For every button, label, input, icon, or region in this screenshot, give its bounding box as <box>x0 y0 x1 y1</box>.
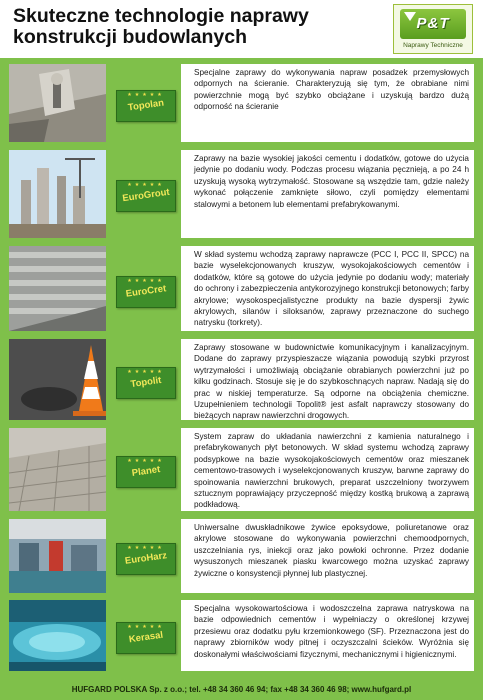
product-photo-paving <box>9 428 106 511</box>
logo-caption: Naprawy Techniczne <box>403 42 463 49</box>
product-description: Specjalna wysokowartościowa i wodoszczelna zaprawa natryskowa na bazie odpowiednich cementów i wypełniaczy o określonej krzywej przesiewu oraz dodatku pyłu krzemionkowego (SF). Przeznaczona jest do naprawy zbiorników wody pitnej i oczyszczalni ścieków. Wyróżnia się doskonałymi właściwościami fizycznymi, mechanicznymi i higienicznymi. <box>181 600 474 671</box>
product-description: W skład systemu wchodzą zaprawy naprawcze (PCC I, PCC II, SPCC) na bazie wyselekcjonowanych kruszyw, wysokojakościowych cementów i dodatków, które są gotowe do użycia jedynie po dodaniu wody; materiały do ochrony i zabezpieczenia antykorozyjnego konstrukcji betonowych; farby akrylowe; wysokospecjalistyczne produkty na bazie dyspersji żywic akrylowych, silanów i siloksanów, zaprawy przeznaczone do suchego natrysku (torkrety). <box>181 246 474 331</box>
badge-label: EuroCret <box>125 283 167 300</box>
badge-label: Kerasal <box>128 629 164 646</box>
page-title <box>13 6 383 48</box>
eu-stars-icon: ★★★★★ <box>127 182 165 188</box>
badge-euroharz <box>116 543 176 575</box>
product-photo-traffic-cone <box>9 339 106 420</box>
product-description: Zaprawy stosowane w budownictwie komunikacyjnym i kanalizacyjnym. Dodane do zaprawy przyspieszacze wiązania powodują szybki przyrost wytrzymałości i umożliwiają obciążanie obrabianych powierzchni już po kilku godzinach. Stosuje się je do szybkoschnących napraw. Nadają się do prac w niskiej temperaturze. Są odporne na obciążenia chemiczne. Uzupełnieniem technologii Topolit® jest asfalt naprawczy stosowany do bieżących napraw nawierzchni drogowych. <box>181 339 474 420</box>
eu-stars-icon: ★★★★★ <box>127 545 165 551</box>
eu-stars-icon: ★★★★★ <box>127 92 165 98</box>
product-row-eurogrout <box>9 150 474 238</box>
product-row-euroharz <box>9 519 474 593</box>
eu-stars-icon: ★★★★★ <box>127 624 165 630</box>
product-photo-industrial-hall <box>9 519 106 593</box>
product-photo-floor <box>9 64 106 142</box>
company-logo <box>393 4 473 54</box>
eu-stars-icon: ★★★★★ <box>127 458 165 464</box>
product-photo-concrete-structure <box>9 246 106 331</box>
badge-label: EuroHarz <box>124 550 168 567</box>
logo-text: P&T <box>416 15 450 32</box>
badge-label: Planet <box>131 464 161 479</box>
badge-topolit <box>116 367 176 399</box>
product-description: Zaprawy na bazie wysokiej jakości cementu i dodatków, gotowe do użycia jedynie po dodaniu wody. Podczas procesu wiązania pęcznieją, a po 24 h uzyskują wysoką wytrzymałość. Stosowane są wszędzie tam, gdzie należy wykonać połączenie zamknięte siłowo, czyli pomiędzy elementami stalowymi a betonem lub elementami prefabrykowanymi. <box>181 150 474 238</box>
product-description: System zapraw do układania nawierzchni z kamienia naturalnego i prefabrykowanych płyt betonowych. W skład systemu wchodzą zaprawy podsypkowe na bazie wysokojakościowych cementów oraz mieszanek cementowo-trasowych i wyselekcjonowanych kruszyw, barwne zaprawy do spoinowania nawierzchni brukowych, preparat uszczelniony tworzywem sztucznym poprawiający przyczepność między kostką brukową a zaprawą podkładową. <box>181 428 474 511</box>
product-description: Specjalne zaprawy do wykonywania napraw posadzek przemysłowych odpornych na ścieranie. Charakteryzują się tym, że obrabiane nimi powierzchnie mogą być szybko obciążane i uzyskują bardzo dużą odporność na ścieranie <box>181 64 474 142</box>
product-description: Uniwersalne dwuskładnikowe żywice epoksydowe, poliuretanowe oraz akrylowe stosowane do wykonywania powierzchni chemoodpornych, uszczelniania rys, iniekcji oraz jako powłoki ochronne. Przez dodanie wysuszonych mieszanek piasku kwarcowego można uzyskać zaprawy żywiczne o konsystencji płynnej lub plastycznej. <box>181 519 474 593</box>
page-header <box>0 0 483 58</box>
product-row-kerasal <box>9 600 474 671</box>
eu-stars-icon: ★★★★★ <box>127 278 165 284</box>
footer-contact: HUFGARD POLSKA Sp. z o.o.; tel. +48 34 360 46 94; fax +48 34 360 46 98; www.hufgard.pl <box>0 680 483 700</box>
product-row-topolit <box>9 339 474 420</box>
badge-label: Topolit <box>129 374 163 391</box>
product-row-eurocret <box>9 246 474 331</box>
logo-mark <box>400 9 466 39</box>
badge-kerasal <box>116 622 176 654</box>
eu-stars-icon: ★★★★★ <box>127 369 165 375</box>
badge-label: Topolan <box>127 97 165 114</box>
badge-eurocret <box>116 276 176 308</box>
product-row-topolan <box>9 64 474 142</box>
title-line-1: Skuteczne technologie naprawy <box>13 5 309 27</box>
badge-label: EuroGrout <box>121 186 171 205</box>
product-row-planet <box>9 428 474 511</box>
badge-topolan <box>116 90 176 122</box>
product-photo-construction <box>9 150 106 238</box>
badge-planet <box>116 456 176 488</box>
title-line-2: konstrukcji budowlanych <box>13 26 248 48</box>
product-photo-water-tank <box>9 600 106 671</box>
badge-eurogrout <box>116 180 176 212</box>
